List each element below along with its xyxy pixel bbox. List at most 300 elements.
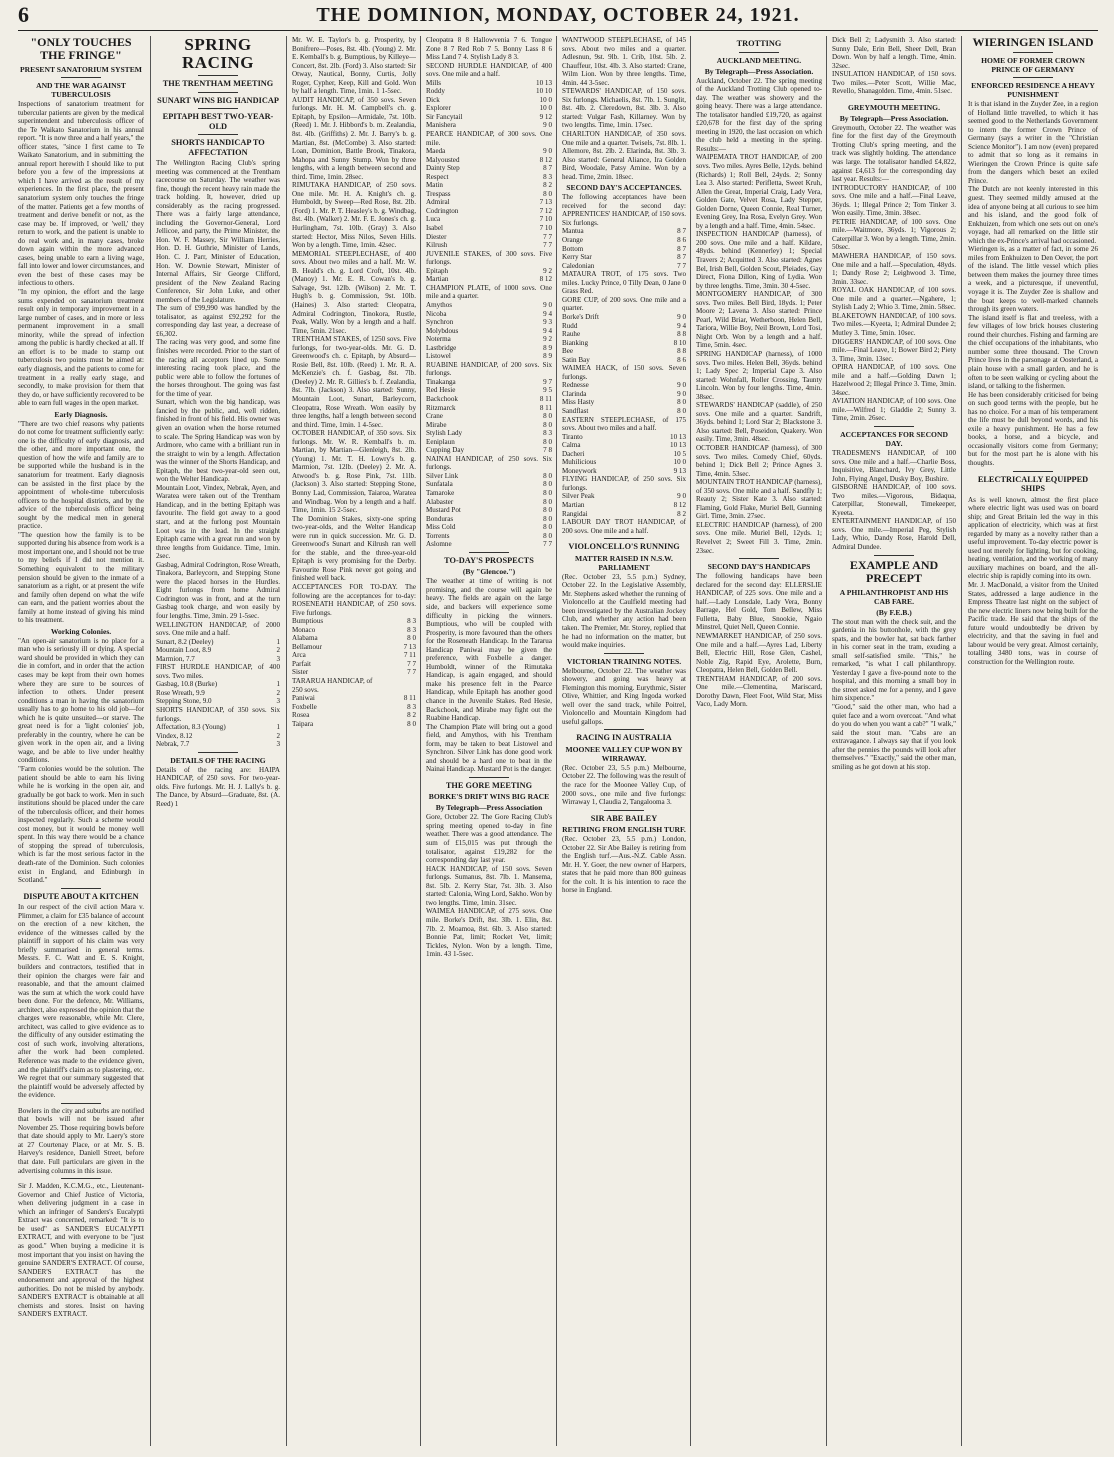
horse-name: Satin Bay bbox=[562, 355, 590, 364]
horse-name: Rednesse bbox=[562, 381, 589, 390]
article-paragraph: As is well known, almost the first place where electric light was used was on board ship; and Great Britain led the way in this application of electricity, which was at first regarded by many as a novelty rather than a useful improvement. To-day electric power is used not merely for lighting, but for cooking, heating, ventilation, and the working of many auxiliary machines on board, and the all-electric ship is rapidly coming into its own. bbox=[968, 495, 1098, 581]
odds-row bbox=[426, 421, 552, 430]
horse-name: Sandflast bbox=[562, 406, 589, 415]
subheadline: A PHILANTHROPIST AND HIS CAB FARE. bbox=[839, 587, 949, 606]
article-paragraph: The stout man with the check suit, and the gardenia in his buttonhole, with the grey spats, and the bowler hat, sat back farther in his corner seat in the tram, exuding a small self-satisfied smile. "This," he remarked, "is what I call philanthropy. Yesterday I gave a five-pound note to the hospital, and this morning a small boy in the street asked me for a penny, and I gave him sixpence." bbox=[832, 617, 956, 703]
horse-name: Silver Peak bbox=[562, 492, 595, 501]
horse-weight: 10 13 bbox=[670, 441, 686, 450]
horse-name: Maeda bbox=[426, 147, 446, 156]
odds-row bbox=[292, 677, 416, 694]
article-paragraph: "Farm colonies would be the solution. The patient should be able to earn his living while he is working in the open air, and gradually be got back to work. Men in such institutions should be placed under the care of the tuberculosis officer, and their homes inspected regularly. Such a scheme would cost money, but it would be money well spent. In this way there would be a chance of stopping the spread of tuberculosis, which is far the most serious factor in the death-rate of the Dominion. Such colonies exist in England, and Edinburgh in Scotland." bbox=[18, 765, 144, 885]
horse-name: Caledonian bbox=[562, 261, 595, 270]
odds-row bbox=[426, 233, 552, 242]
subheadline: HOME OF FORMER CROWN PRINCE OF GERMANY bbox=[981, 56, 1085, 74]
subheadline: MOONEE VALLEY CUP WON BY WIRRAWAY. bbox=[565, 744, 683, 763]
odds-row bbox=[562, 433, 686, 442]
article-paragraph: Dick Bell 2; Ladysmith 3. Also started: Sunny Dale, Erin Bell, Sheer Dell, Bran Down. Won by half a length. Time, 4min. 32sec. bbox=[832, 36, 956, 70]
article-paragraph: Gasbag, Admiral Codrington, Rose Wreath, Tinakora, Barleycorn, and Stepping Stone were the placed horses in the Hurdles. Eight furlongs from home Admiral Codrington was in front, and at the turn Gasbag took charge, and won easily by four lengths. Time, 3min. 29 1-5sec. bbox=[156, 560, 280, 620]
page-body bbox=[18, 36, 1100, 1446]
odds-row bbox=[426, 113, 552, 122]
column-1 bbox=[18, 36, 144, 1446]
odds-row bbox=[426, 327, 552, 336]
article-paragraph: (Rec. October 23, 5.5 p.m.) Melbourne, October 22. The following was the result of the race for the Moonee Valley Cup, of 2000 sovs., one mile and five furlongs: Wirraway 1, Claudia 2, Tangalooma 3. bbox=[562, 763, 686, 807]
odds-row bbox=[292, 660, 416, 669]
article-paragraph: (Rec. October 23, 5.5 p.m.) London, October 22. Sir Abe Bailey is retiring from the English turf.—Aus.-N.Z. Cable Assn. Mr. H. Y. Goer, the new owner of Harpers, states that he paid more than 800 guineas for the colt. It is his intention to race the horse in England. bbox=[562, 835, 686, 895]
odds-row bbox=[292, 634, 416, 643]
article-paragraph: Melbourne, October 22. The weather was showery, and going was heavy at Flemington this morning. Eurythmic, Sister Olive, Whittier, and King Ingoda worked well over the sand track, while Poitrel, Violoncello and Mountain Kingdom had useful gallops. bbox=[562, 666, 686, 726]
race-heading: FLYING HANDICAP, of 250 sovs. Six furlongs. bbox=[562, 475, 686, 492]
odds-table bbox=[562, 227, 686, 270]
odds-row bbox=[426, 181, 552, 190]
odds-row bbox=[426, 480, 552, 489]
horse-name: Affectation, 8.3 (Young) bbox=[156, 723, 226, 732]
horse-name: Listowel bbox=[426, 352, 451, 361]
horse-weight: 8 6 bbox=[677, 355, 686, 364]
result-row bbox=[156, 740, 280, 749]
result-table bbox=[156, 680, 280, 706]
horse-name: Admiral bbox=[426, 198, 450, 207]
article-paragraph: GISBORNE HANDICAP, of 100 sovs. Two miles.—Vigorous, Bidaqua, Caterpillar, Stonewall, Timekeeper, Kyeeta. bbox=[832, 483, 956, 517]
horse-weight: 10 13 bbox=[670, 432, 686, 441]
odds-row bbox=[426, 241, 552, 250]
odds-row bbox=[292, 720, 416, 729]
horse-name: Respect bbox=[426, 172, 449, 181]
subheadline: SUNART WINS BIG HANDICAP bbox=[157, 95, 279, 105]
horse-name: Malyousted bbox=[426, 155, 460, 164]
odds-row bbox=[426, 344, 552, 353]
article-paragraph: INSPECTION HANDICAP (harness), of 200 sovs. One mile and a half. Kildare, 48yds. behind (Kennerley) 1; Special Travers 2; Acquitted 3. Also started: Agnes Bel, Irish Bell, Golden Scout, Pleiades, Gay Direct, Fiona Dillon, King of Lydia. Won by three lengths. Time, 3min. 30 4-5sec. bbox=[696, 230, 822, 290]
odds-table bbox=[426, 472, 552, 549]
horse-weight: 8 9 bbox=[543, 352, 552, 361]
odds-row bbox=[426, 275, 552, 284]
horse-name: Tinakanga bbox=[426, 377, 456, 386]
horse-weight: 10 13 bbox=[536, 78, 552, 87]
horse-weight: 9 0 bbox=[677, 492, 686, 501]
odds-row bbox=[426, 429, 552, 438]
horse-weight: 9 12 bbox=[539, 112, 552, 121]
odds-row bbox=[426, 438, 552, 447]
article-paragraph: "The question how the family is to be supported during his absence from work is a most important one, and I should not be true to my beliefs if I did not mention it. Something equivalent to the military pension should be given to the inmate of a sanatorium as a right, or at present the wife and family often depend on what the wife can earn, and the patient worries about the family at home instead of giving his mind to his treatment. bbox=[18, 530, 144, 625]
horse-name: Sister bbox=[292, 668, 309, 677]
odds-table bbox=[426, 147, 552, 250]
result-row bbox=[156, 723, 280, 732]
horse-name: Nicoba bbox=[426, 309, 447, 318]
result-row bbox=[156, 689, 280, 698]
article-paragraph: "In my opinion, the effort and the large sums expended on sanatorium treatment result only in temporary improvement in a large number of cases, and in more or less permanent improvement in a small minority, while the spread of infection among the public is hardly checked at all. If an effort is to be made to stamp out tuberculosis two points must be aimed at: early diagnosis, and the patients to come for treatment in a really early stage, and secondly, to make provision for them that they do, or have sufficiently recovered to be able to earn full wages in the open market. bbox=[18, 288, 144, 408]
odds-row bbox=[562, 458, 686, 467]
odds-row bbox=[562, 347, 686, 356]
horse-name: Gasbag, 10.8 (Burke) bbox=[156, 680, 218, 689]
odds-row bbox=[426, 198, 552, 207]
horse-name: TARARUA HANDICAP, of 250 sovs. bbox=[292, 677, 373, 694]
byline: (By "Glencoe.") bbox=[462, 567, 516, 577]
subheadline: THE TRENTHAM MEETING bbox=[162, 79, 274, 88]
horse-name: Mountain Loot, 8.9 bbox=[156, 646, 212, 655]
odds-row bbox=[292, 703, 416, 712]
horse-name: Sunart, 8.2 (Deeley) bbox=[156, 637, 214, 646]
odds-row bbox=[426, 301, 552, 310]
article-paragraph: PETRIE HANDICAP, of 100 sovs. One mile.—Waitmore, 36yds. 1; Vigorous 2; Caterpillar 3. Won by a length. Time, 2min. 50sec. bbox=[832, 217, 956, 252]
horse-name: Epitaph bbox=[426, 266, 449, 275]
result-row bbox=[156, 697, 280, 706]
article-paragraph: OPIRA HANDICAP, of 100 sovs. One mile and a half.—Golding Dawn 1; Hazelwood 2; Illegal Prince 3. Time, 3min. 34sec. bbox=[832, 363, 956, 397]
horse-name: Dick bbox=[426, 95, 440, 104]
byline: By Telegraph—Press Association. bbox=[839, 113, 949, 123]
article-paragraph: Wieringen is, as a matter of fact, in some 26 miles from Enkhuizen to Den Oever, the port of the island. The little vessel which plies between them makes the journey three times a week, and a picturesque, if uneventful, voyage it is. The Zuyder Zee is shallow and the boat keeps to well-marked channels through its green waters. bbox=[968, 245, 1098, 314]
horse-name: Mantua bbox=[562, 227, 584, 236]
race-heading: FIRST HURDLE HANDICAP, of 400 sovs. Two miles. bbox=[156, 663, 280, 680]
odds-table bbox=[426, 378, 552, 455]
result-row bbox=[156, 638, 280, 647]
horse-name: Kerry Star bbox=[562, 253, 592, 262]
odds-row bbox=[426, 472, 552, 481]
byline: By Telegraph—Press Association. bbox=[704, 66, 814, 76]
horse-weight: 8 3 bbox=[407, 702, 416, 711]
subheadline: AUCKLAND MEETING. bbox=[716, 55, 802, 65]
odds-row bbox=[562, 236, 686, 245]
odds-row bbox=[426, 532, 552, 541]
odds-row bbox=[426, 540, 552, 549]
article-paragraph: ELECTRIC HANDICAP (harness), of 200 sovs. One mile. Muriel Bell, 12yds. 1; Revelvet 2; Sweet Fill 3. Time, 2min. 23sec. bbox=[696, 520, 822, 555]
placing: 2 bbox=[276, 688, 280, 697]
horse-weight: 7 7 bbox=[407, 659, 416, 668]
horse-name: Isabel bbox=[426, 224, 443, 233]
article-paragraph: MOUNTAIN TROT HANDICAP (harness), of 350 sovs. One mile and a half. Sandfly 1; Reauty 2; Sister Kate 3. Also started: Flaming, Gold Flake, Muriel Bell, Gunning Girl. Time, 3min. 27sec. bbox=[696, 478, 822, 521]
placing: 1 bbox=[276, 637, 280, 646]
odds-row bbox=[426, 515, 552, 524]
odds-row bbox=[562, 398, 686, 407]
subheadline: ENFORCED RESIDENCE A HEAVY PUNISHMENT bbox=[971, 81, 1095, 99]
odds-row bbox=[426, 96, 552, 105]
article-paragraph: DIGGERS' HANDICAP, of 100 sovs. One mile.—Final Leave, 1; Bower Bird 2; Piety 3. Time, 3min. 13sec. bbox=[832, 337, 956, 363]
odds-row bbox=[562, 501, 686, 510]
article-paragraph: OCTOBER HANDICAP, of 350 sovs. Six furlongs. Mr. W. R. Kemball's b. m. Martian, by Martian—Glenleigh, 8st. 2lb. (Young) 1. Mr. T. H. Lowry's b. g. Marmion, 7st. 12lb. (Deeley) 2. Mr. A. Atwood's b. g. Rose Pink, 7st. 11lb. (Jackson) 3. Also started: Stepping Stone, Bonny Lad, Commission, Taiaroa, Waratea and Windbag. Won by a length and a half. Time, 1min. 15 2-5sec. bbox=[292, 429, 416, 515]
subheadline: VICTORIAN TRAINING NOTES. bbox=[566, 656, 682, 666]
horse-weight: 7 12 bbox=[539, 206, 552, 215]
horse-name: Bottom bbox=[562, 244, 584, 253]
horse-name: Arca bbox=[292, 651, 306, 660]
odds-row bbox=[562, 492, 686, 501]
horse-weight: 8 0 bbox=[677, 406, 686, 415]
horse-weight: 10 0 bbox=[539, 95, 552, 104]
odds-row bbox=[426, 395, 552, 404]
horse-name: Parfait bbox=[292, 659, 311, 668]
odds-row bbox=[426, 224, 552, 233]
horse-name: Clarinda bbox=[562, 389, 587, 398]
horse-name: Sunfatala bbox=[426, 480, 453, 489]
race-heading: MATAURA TROT, of 175 sovs. Two miles. Lucky Prince, 0 Tilly Dean, 0 Jane 0 Grass Red. bbox=[562, 270, 686, 296]
odds-table bbox=[562, 433, 686, 476]
horse-weight: 8 8 bbox=[677, 330, 686, 339]
headline: EXAMPLE AND PRECEPT bbox=[849, 557, 939, 585]
horse-weight: 9 0 bbox=[543, 147, 552, 156]
horse-weight bbox=[378, 677, 416, 694]
advertisement-paragraph: Sir J. Madden, K.C.M.G., etc., Lieutenant-Governor and Chief Justice of Victoria, when delivering judgment in a case in which an infringer of Sanders's Eucalypti Extract was concerned, remarked: "It is to be used" as SANDER'S EUCALYPTI EXTRACT, and with everyone to be "just as good." When buying a medicine it is most important that you insist on having the genuine SANDER'S EXTRACT. Of course, SANDER'S EXTRACT has the endorsement and approval of the highest authorities. Do not be misled by anybody. SANDER'S EXTRACT is obtainable at all chemists and stores. Insist on having SANDER'S EXTRACT. bbox=[18, 1182, 144, 1319]
odds-row bbox=[426, 104, 552, 113]
odds-row bbox=[426, 412, 552, 421]
headline: DISPUTE ABOUT A KITCHEN bbox=[23, 891, 139, 901]
horse-name: Molybdous bbox=[426, 326, 459, 335]
odds-row bbox=[562, 339, 686, 348]
headline: "ONLY TOUCHES THE FRINGE" bbox=[30, 36, 132, 62]
headline: RACING IN AUSTRALIA bbox=[576, 733, 672, 743]
horse-weight: 7 8 bbox=[543, 446, 552, 455]
odds-row bbox=[426, 523, 552, 532]
headline: THE GORE MEETING bbox=[445, 780, 533, 790]
odds-row bbox=[562, 262, 686, 271]
horse-weight: 9 0 bbox=[543, 121, 552, 130]
horse-weight: 9 4 bbox=[543, 326, 552, 335]
horse-name: Cupping Day bbox=[426, 446, 465, 455]
race-heading: CHAMPION PLATE, of 1000 sovs. One mile and a quarter. bbox=[426, 283, 552, 301]
horse-name: Ritzmarck bbox=[426, 403, 456, 412]
result-row bbox=[156, 680, 280, 689]
horse-name: Luca bbox=[426, 215, 441, 224]
horse-name: Bianking bbox=[562, 338, 589, 347]
byline: By Telegraph—Press Association bbox=[435, 803, 543, 813]
horse-name: Mustard Pot bbox=[426, 506, 461, 515]
horse-weight: 8 2 bbox=[543, 181, 552, 190]
odds-row bbox=[292, 643, 416, 652]
horse-weight: 8 10 bbox=[673, 338, 686, 347]
horse-weight: 8 0 bbox=[543, 531, 552, 540]
odds-row bbox=[426, 207, 552, 216]
article-paragraph: The racing was very good, and some fine finishes were recorded. Prior to the start of the racing all acceptors lined up. Some interesting racing took place, and the public were able to follow the fortunes of the horses throughout. The going was fast for the time of year. bbox=[156, 338, 280, 398]
article-paragraph: The island itself is flat and treeless, with a few villages of low brick houses clustering round their churches. Fishing and farming are the chief occupations of the inhabitants, who number some three thousand. The Crown Prince lives in the parsonage at Oosterland, a plain house with a small garden, and he is often to be seen walking or cycling about the island, or talking to the fishermen. bbox=[968, 313, 1098, 391]
horse-weight: 7 10 bbox=[539, 224, 552, 233]
horse-weight: 8 12 bbox=[539, 275, 552, 284]
article-paragraph: Mr. W. E. Taylor's b. g. Prosperity, by Bonifrere—Poses, 8st. 4lb. (Young) 2. Mr. E. Kemball's b. g. Bumptious, by Killeye—Concert, 8st. 2lb. (Ford) 3. Also started: Sir Otway, Nautical, Bonny, Curtis, Jolly Roger, Cypher, Keep, Kill and Gold. Won by half a length. Time, 1min. 1 1-5sec. bbox=[292, 36, 416, 96]
horse-weight: 7 7 bbox=[677, 261, 686, 270]
horse-weight: 7 7 bbox=[543, 540, 552, 549]
article-paragraph: Mountain Loot, Vindex, Nebrak, Ayen, and Waratea were taken out of the Trentham Handicap, and in the betting Epitaph was favourite. The field got away to a good start, and at the furlong post Mountain Loot was in the lead. In the straight Epitaph came with a great run and won by three lengths from Guidance. Time, 1min. 2sec. bbox=[156, 483, 280, 561]
article-paragraph: "An open-air sanatorium is no place for a man who is seriously ill or dying. A special ward should be provided in which they can die in comfort, and in order that the action cases may be kept from their own homes where they are sure to be sources of infection to others. Under present conditions a man in having the sanatorium usually has to go home to his old job—for which he is quite unsuited—or starve. The great need is for a 'light colonies' job, preferably in the country, where he can be given work in the open air, and a living wage, and be able to live under healthy conditions. bbox=[18, 636, 144, 765]
odds-row bbox=[562, 467, 686, 476]
horse-name: Bonduras bbox=[426, 514, 454, 523]
section-label: Early Diagnosis. bbox=[54, 409, 108, 419]
horse-name: Foxbelle bbox=[292, 702, 317, 711]
article-paragraph: SPRING HANDICAP (harness), of 1000 sovs. Two miles. Helen Bell, 36yds. behind 1; Lady Spec 2; Imperial Cape 3. Also started: Wohnfall, Roller Crossing, Taunty Lincoln. Won by four lengths. Time, 4min. 38sec. bbox=[696, 350, 822, 401]
horse-name: Lastbridge bbox=[426, 343, 457, 352]
column-6 bbox=[696, 36, 822, 1446]
horse-name: Bellamour bbox=[292, 642, 322, 651]
horse-weight: 8 0 bbox=[543, 437, 552, 446]
headline: SIR ABE BAILEY bbox=[590, 813, 658, 823]
horse-name: Silver Link bbox=[426, 471, 459, 480]
horse-name: Mirabe bbox=[426, 420, 447, 429]
section-label: Working Colonies. bbox=[50, 626, 112, 636]
article-paragraph: ENTERTAINMENT HANDICAP, of 150 sovs. One mile.—Imperial Peg, Stylish Lady, Whio, Dandy Rose, Harold Dell, Admiral Dundee. bbox=[832, 517, 956, 551]
headline: SPRING RACING bbox=[182, 36, 254, 72]
subheadline: RETIRING FROM ENGLISH TURF. bbox=[562, 825, 686, 835]
subheadline: SHORTS HANDICAP TO AFFECTATION bbox=[171, 138, 265, 157]
horse-weight: 8 3 bbox=[407, 625, 416, 634]
headline: TROTTING bbox=[736, 39, 782, 48]
horse-name: Martian bbox=[562, 500, 585, 509]
article-paragraph: Details of the racing are: HAIPA HANDICAP, of 250 sovs. For two-year-olds. Five furlongs. Mr. H. J. Lally's b. g. The Dance, by Absurd—Graduate, 8st. (A. Reed) 1 bbox=[156, 765, 280, 808]
horse-weight: 8 7 bbox=[677, 244, 686, 253]
subheadline: MATTER RAISED IN N.S.W. PARLIAMENT bbox=[575, 553, 673, 572]
horse-weight: 8 0 bbox=[543, 420, 552, 429]
placing: 1 bbox=[276, 723, 280, 732]
horse-weight: 8 0 bbox=[543, 480, 552, 489]
horse-name: Alabaster bbox=[426, 497, 454, 506]
article-paragraph: "Good," said the other man, who had a quiet face and a worn overcoat. "And what do you do when you want a cab?" "I walk," said the stout man. "Cabs are an extravagance. I always say that if you look after the pennies the pounds will look after themselves." "Exactly," said the other man, smiling as he got down at his stop. bbox=[832, 703, 956, 771]
article-paragraph: ROYAL OAK HANDICAP, of 100 sovs. One mile and a quarter.—Ngahere, 1; Stylish Lady 2; Whio 3. Time, 2min. 58sec. bbox=[832, 286, 956, 312]
article-paragraph: STEWARDS' HANDICAP (saddle), of 250 sovs. One mile and a quarter. Sandrift, 36yds. behind 1; Lord Star 2; Blackstone 3. Also started: Bell, Poseidon, Quakery. Won easily. Time, 3min. 48sec. bbox=[696, 401, 822, 444]
horse-name: Trespass bbox=[426, 189, 451, 198]
horse-weight: 8 3 bbox=[543, 172, 552, 181]
horse-weight: 9 2 bbox=[543, 335, 552, 344]
article-paragraph: The weather at time of writing is not promising, and the course will again be heavy. The fields are again on the large side, and backers will experience some difficulty in picking the winners. Bumptious, who will be coupled with Prosperity, is more favoured than the others for the Roseneath Handicap. In the Tararua Handicap Paniwai may be given the preference, with Foxbelle a danger. Humboldt, winner of the Rimutaka Handicap, is again engaged, and should make his presence felt in the Pearce Handicap, while Epitaph has another good chance in the Juvenile Stakes. Red Hesie, Backchook, and Mirabe may fight out the Ruabine Handicap. bbox=[426, 577, 552, 723]
odds-row bbox=[426, 310, 552, 319]
race-heading: WAIMEA HACK, of 150 sovs. Seven furlongs. bbox=[562, 364, 686, 381]
odds-row bbox=[426, 318, 552, 327]
article-paragraph: OCTOBER HANDICAP (harness), of 300 sovs. Two miles. Comedy Chief, 60yds. behind 1; Dick Bell 2; Prince Agnes 3. Time, 4min. 53sec. bbox=[696, 444, 822, 478]
article-paragraph: WAIMEA HANDICAP, of 275 sovs. One mile. Borke's Drift, 8st. 3lb. 1. Elin, 8st. 7lb. 2. Moamoa, 8st. 6lb. 3. Also started: Bonnie Pat, limit; Rocket Vet, limit; Tickles, Nylon. Won by a length. Time, 1min. 43 1-5sec. bbox=[426, 907, 552, 959]
placing: 2 bbox=[276, 731, 280, 740]
odds-row bbox=[562, 253, 686, 262]
article-paragraph: The Dutch are not keenly interested in this guest. They seemed mildly amused at the idea of anyone being at all curious to see him and his island, and the good folk of Enkhuizen, from which one sets out on one's voyage, had all remarked on the little stir which the ex-Prince's arrival had occasioned. bbox=[968, 185, 1098, 245]
horse-name: Taipara bbox=[292, 719, 314, 728]
article-paragraph: Bowlers in the city and suburbs are notified that bowls will not be issued after November 25. Those requiring bowls before that date should apply to Mr. Laery's store at 27 Courtenay Place, or at Mr. S. B. Harvey's residence, Daniell Street, before that date. Full particulars are given in the advertising columns in this issue. bbox=[18, 1106, 144, 1175]
horse-weight: 8 0 bbox=[543, 471, 552, 480]
odds-row bbox=[292, 651, 416, 660]
odds-row bbox=[292, 626, 416, 635]
odds-table bbox=[426, 79, 552, 130]
horse-weight: 8 2 bbox=[407, 711, 416, 720]
odds-row bbox=[426, 173, 552, 182]
subheadline: SECOND DAY'S ACCEPTANCES. bbox=[566, 183, 682, 193]
horse-weight: 8 0 bbox=[407, 719, 416, 728]
race-heading: NAINAI HANDICAP, of 250 sovs. Six furlongs. bbox=[426, 454, 552, 472]
placing: 3 bbox=[276, 697, 280, 706]
odds-row bbox=[562, 450, 686, 459]
horse-weight: 9 13 bbox=[673, 466, 686, 475]
horse-name: Moneywork bbox=[562, 466, 597, 475]
horse-weight: 7 7 bbox=[407, 668, 416, 677]
article-paragraph: Sunart, which won the big handicap, was fancied by the public, and, well ridden, finished in front of his field. His owner was given an ovation when the horse returned to scale. The Spring Handicap was won by Ardmore, who came with a brilliant run in the straight to win by a length. Affectation was the winner of the Shorts Handicap, and Epitaph, the best two-year-old seen out, won the Welter Handicap. bbox=[156, 398, 280, 484]
horse-name: Backchook bbox=[426, 394, 458, 403]
odds-row bbox=[426, 156, 552, 165]
horse-weight: 8 7 bbox=[543, 164, 552, 173]
horse-name: Marmion, 7.7 bbox=[156, 654, 195, 663]
article-paragraph: MONTGOMERY HANDICAP, of 300 sovs. Two miles. Bell Bird, 18yds. 1; Peter Moore 2; Lavena 3. Also started: Prince Pearl, Wild Briar, Wetherboon, Helen Bell, Tariora, Willie Boy, Neil Brown, Lord Tosi, Night Orb. Won by a length and a half. Time, 5min. 4sec. bbox=[696, 290, 822, 350]
horse-name: Sir Fancytail bbox=[426, 112, 463, 121]
article-paragraph: Inspections of sanatorium treatment for tubercular patients are given by the medical superintendent and tuberculosis officer of the Te Waikato Sanatorium in his annual report. "It is now three and a half years," the officer states, "since I first came to Te Waikato Sanatorium, and in submitting the annual report herewith I should like to put before you a few of the impressions at which I have arrived as the result of my experiences. In the first place, the present sanatorium system only touches the fringe of the matter. Patients get a few months of treatment and derive benefit or not, as the case may be. If improved, or 'well,' they return to work, and the patient is unable to do real work and, in many cases, broke down again within the more advanced cases, being unable to earn a living wage, fall into lower and lower circumstances, and even the best of these cases may be infectious to others. bbox=[18, 100, 144, 288]
horse-weight: 8 0 bbox=[677, 398, 686, 407]
horse-name: Synchron bbox=[426, 318, 454, 327]
horse-weight: 8 7 bbox=[677, 227, 686, 236]
odds-row bbox=[426, 79, 552, 88]
horse-weight: 8 0 bbox=[543, 412, 552, 421]
odds-row bbox=[426, 378, 552, 387]
horse-weight: 8 0 bbox=[407, 634, 416, 643]
horse-name: Diester bbox=[426, 232, 447, 241]
horse-name: Matin bbox=[426, 181, 443, 190]
result-table bbox=[156, 723, 280, 749]
race-heading: WELLINGTON HANDICAP, of 2000 sovs. One mile and a half. bbox=[156, 620, 280, 638]
article-paragraph: CHARLTON HANDICAP, of 350 sovs. One mile and a quarter. Twisels, 7st. 8lb. 1. Allemore, 8st. 2lb. 2. Elarinda, 8st. 3lb. 3. Also started: General Aliance, Ira Golden Bird, Woodale, Patsy Amine. Won by a head. Time, 2min. 18sec. bbox=[562, 130, 686, 181]
horse-name: Miss Cold bbox=[426, 523, 456, 532]
horse-name: Rangidai bbox=[562, 509, 588, 518]
race-heading: GORE CUP, of 200 sovs. One mile and a quarter. bbox=[562, 295, 686, 313]
masthead bbox=[18, 2, 1098, 31]
article-paragraph: NEWMARKET HANDICAP, of 250 sovs. One mile and a half.—Ayres Lad, Liberty Bell, Electric Hill, Rose Glen, Cashel, Noble Zig, Rapid Eye, Arolette, Burn, Cleopatra, Helen Bell, Golden Bell. bbox=[696, 631, 822, 675]
odds-row bbox=[562, 510, 686, 519]
article-paragraph: WANTWOOD STEEPLECHASE, of 145 sovs. About two miles and a quarter. Adlesnun, 9st. 9lb. 1. Crib, 10st. 5lb. 2. Chauffeur, 10st. 4lb. 3. Also started: Crane, Wilm Lion. Won by three lengths. Time, 4min. 44 3-5sec. bbox=[562, 36, 686, 87]
odds-table bbox=[562, 492, 686, 518]
article-paragraph: HACK HANDICAP, of 150 sovs. Seven furlongs. Sumanus, 8st. 7lb. 1. Mansema, 8st. 5lb. 2. Kerry Star, 7st. 3lb. 3. Also started: Calonia, Wing Lord, Sakho. Won by two lengths. Time, 1min. 31sec. bbox=[426, 864, 552, 907]
horse-name: Rosea bbox=[292, 711, 310, 720]
horse-name: Vindex, 8.12 bbox=[156, 731, 193, 740]
article-paragraph: INTRODUCTORY HANDICAP, of 100 sovs. One mile and a half.—Final Leave, 36yds. 1; Illegal Prince 2; Tom Tinker 3. Won easily. Time, 3min. 38sec. bbox=[832, 183, 956, 218]
horse-name: Martian bbox=[426, 275, 449, 284]
race-results bbox=[156, 621, 280, 749]
horse-name: Bumptious bbox=[292, 617, 324, 626]
newspaper-title: THE DOMINION, MONDAY, OCTOBER 24, 1921. bbox=[316, 4, 800, 26]
result-row bbox=[156, 646, 280, 655]
article-paragraph: Greymouth, October 22. The weather was fine for the first day of the Greymouth Trotting Club's spring meeting, and the track was slightly holding. The attendance was large. The totalisator handled £4,822, against £4,613 for the corresponding day last year. Results:— bbox=[832, 123, 956, 184]
article-paragraph: BLAKETOWN HANDICAP, of 100 sovs. Two miles.—Kyeeta, 1; Admiral Dundee 2; Mutley 3. Time, 5min. 10sec. bbox=[832, 311, 956, 337]
article-paragraph: INSULATION HANDICAP, of 150 sovs. Two miles.—Peter Scott, Willie Mac, Revello, Shanagolden. Time, 4min. 51sec. bbox=[832, 70, 956, 96]
byline: (By F.E.B.) bbox=[876, 607, 912, 617]
horse-name: Dacheri bbox=[562, 449, 585, 458]
horse-name: Mills bbox=[426, 78, 441, 87]
race-heading: PEARCE HANDICAP, of 300 sovs. One mile. bbox=[426, 130, 552, 147]
horse-weight: 8 11 bbox=[539, 403, 552, 412]
horse-name: Calma bbox=[562, 441, 581, 450]
subheadline: SECOND DAY'S HANDICAPS bbox=[707, 562, 811, 572]
subheadline: AND THE WAR AGAINST TUBERCULOSIS bbox=[36, 81, 126, 99]
horse-weight: 8 6 bbox=[677, 236, 686, 245]
horse-weight: 8 0 bbox=[543, 488, 552, 497]
odds-row bbox=[426, 352, 552, 361]
article-paragraph: The Wellington Racing Club's spring meeting was commenced at the Trentham racecourse on Saturday. The weather was fine, though the recent heavy rain made the track holding. It, however, dried up considerably as the racing progressed. There was a fairly large attendance, including the Governor-General, Lord Jellicoe, and party, the Prime Minister, the Hon. W. F. Massey, Sir William Herries, Hon. D. H. Guthrie, Minister of Lands, Hon. C. J. Parr, Minister of Education, Hon. W. Downie Stewart, Minister of Internal Affairs, Sir George Clifford, president of the New Zealand Racing Conference, Sir John Luke, and other members of the Legislature. bbox=[156, 159, 280, 304]
placing: 1 bbox=[276, 680, 280, 689]
article-paragraph: Cleopatra 8 8 Hallowvenia 7 6. Tongue Zone 8 7 Red Rob 7 5. Bonny Lass 8 6 Miss Land 7 4. Stylish Lady 8 3. bbox=[426, 36, 552, 62]
horse-name: Stepping Stone, 9.0 bbox=[156, 697, 212, 706]
race-heading: RUABINE HANDICAP, of 200 sovs. Six furlongs. bbox=[426, 360, 552, 378]
article-paragraph: ACCEPTANCES FOR TO-DAY. The following are the acceptances for to-day: ROSENEATH HANDICAP, of 250 sovs. Five furlongs. bbox=[292, 583, 416, 617]
odds-row bbox=[292, 711, 416, 720]
race-heading: JUVENILE STAKES, of 300 sovs. Five furlongs. bbox=[426, 249, 552, 267]
odds-table bbox=[562, 313, 686, 364]
horse-weight: 8 0 bbox=[543, 523, 552, 532]
horse-weight: 8 8 bbox=[677, 347, 686, 356]
subheadline: GREYMOUTH MEETING. bbox=[848, 102, 940, 112]
headline: VIOLONCELLO'S RUNNING bbox=[568, 542, 680, 552]
horse-weight: 9 3 bbox=[543, 318, 552, 327]
article-paragraph: In our respect of the civil action Mara v. Plimmer, a claim for £35 balance of account on the erection of a new kitchen, the evidence of the witnesses called by the plaintiff in support of his claim was very briefly summarised in general terms. Messrs. F. C. Watt and E. S. Knight, builders and contractors, testified that in their opinion the charges were fair and reasonable, and that the amount claimed was the sum at which the work could have been done. For the defence, Mr. Williams, architect, also expressed the opinion that the charges were reasonable, while Mr. Clere, architect, was called to give evidence as to the difficulty of any outsider estimating the cost of such work, involving alterations, after the work had been completed. Reference was made to the evidence given, and the plaintiff's claim as to plastering, etc. We regret that our summary suggested that the plaintiff would be adversely affected by the evidence. bbox=[18, 903, 144, 1100]
column-8 bbox=[968, 36, 1098, 1446]
horse-name: Roddy bbox=[426, 87, 445, 96]
placing: 3 bbox=[276, 740, 280, 749]
horse-name: Codrington bbox=[426, 206, 459, 215]
race-heading: LABOUR DAY TROT HANDICAP, of 200 sovs. One mile and a half. bbox=[562, 518, 686, 535]
odds-row bbox=[426, 87, 552, 96]
article-paragraph: Mr. J. MacDonald, a visitor from the United States, addressed a large audience in the Empress Theatre last night on the subject of the new electric liners now being built for the Pacific trade. He said that the ships of the future would undoubtedly be driven by electricity, and that the saving in fuel and labour would be very great. Almost certainly, totalling 3480 tons, was in course of construction for the Wellington route. bbox=[968, 580, 1098, 666]
horse-weight: 7 13 bbox=[403, 642, 416, 651]
article-paragraph: (Rec. October 23, 5.5 p.m.) Sydney, October 22. In the Legislative Assembly, Mr. Stephens asked whether the running of Violoncello at the Caulfield meeting had been investigated by the Australian Jockey Club, and whether any action had been taken. The Premier, Mr. Storey, replied that he had no information on the matter, but would make inquiries. bbox=[562, 572, 686, 650]
odds-table bbox=[292, 617, 416, 728]
odds-row bbox=[426, 164, 552, 173]
horse-name: Aslomne bbox=[426, 540, 452, 549]
horse-name: Torrents bbox=[426, 531, 450, 540]
odds-row bbox=[562, 381, 686, 390]
article-paragraph: The following acceptances have been received for the second day: APPRENTICES' HANDICAP, of 150 sovs. Six furlongs. bbox=[562, 193, 686, 227]
article-paragraph: WAIPEMATA TROT HANDICAP, of 200 sovs. Two miles. Ayres Belle, 12yds. behind (Richards) 1; Roll Bell, 24yds. 2; Sonny Lea 3. Also started: Perifletta, Sweet Kruh, Allen the Great, Imperial Craig, Lady Vera, Golden Gate, Velvet Rosa, Lady Stepper, Golden Dorne, Queen Connie, Real Turner, Evening Grey, Ina Rosa, Evelyn Grey. Won by a length and a half. Time, 4min. 54sec. bbox=[696, 153, 822, 230]
